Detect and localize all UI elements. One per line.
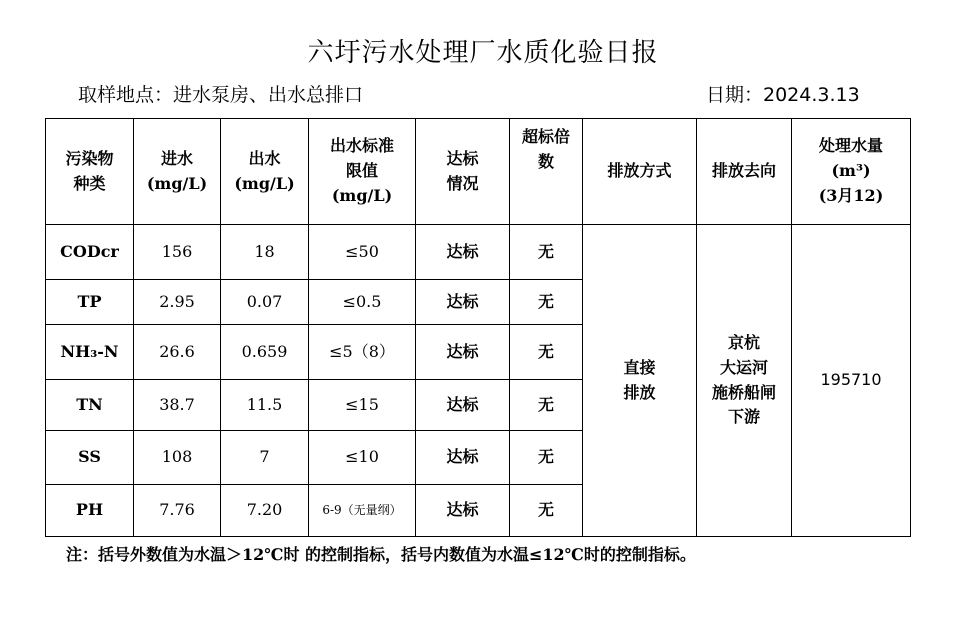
status-value: 达标	[416, 225, 510, 280]
over-ratio-value: 无	[510, 225, 583, 280]
limit-value: ≤15	[309, 380, 416, 431]
outflow-value: 11.5	[221, 380, 309, 431]
sampling-location: 取样地点：进水泵房、出水总排口	[78, 84, 364, 106]
report-date: 日期：2024.3.13	[706, 84, 860, 106]
status-value: 达标	[416, 431, 510, 485]
inflow-value: 108	[134, 431, 221, 485]
param-name: PH	[46, 485, 134, 537]
footnote: 注：括号外数值为水温＞12℃时 的控制指标，括号内数值为水温≤12℃时的控制指标。	[66, 545, 696, 564]
over-ratio-value: 无	[510, 325, 583, 380]
header-over-ratio: 超标倍 数	[510, 119, 583, 225]
param-name: TN	[46, 380, 134, 431]
limit-value: ≤0.5	[309, 280, 416, 325]
outflow-value: 7	[221, 431, 309, 485]
param-name: CODcr	[46, 225, 134, 280]
outflow-value: 18	[221, 225, 309, 280]
over-ratio-value: 无	[510, 431, 583, 485]
inflow-value: 156	[134, 225, 221, 280]
header-inflow: 进水 (mg/L)	[134, 119, 221, 225]
limit-value: 6-9（无量纲）	[309, 485, 416, 537]
param-name: NH₃-N	[46, 325, 134, 380]
limit-value: ≤50	[309, 225, 416, 280]
header-discharge-dest: 排放去向	[697, 119, 792, 225]
outflow-value: 0.659	[221, 325, 309, 380]
limit-value: ≤5（8）	[309, 325, 416, 380]
outflow-value: 7.20	[221, 485, 309, 537]
header-volume: 处理水量 (m³) (3月12)	[792, 119, 911, 225]
table-row	[46, 225, 911, 280]
header-status: 达标 情况	[416, 119, 510, 225]
over-ratio-value: 无	[510, 280, 583, 325]
header-row	[46, 119, 911, 225]
inflow-value: 2.95	[134, 280, 221, 325]
status-value: 达标	[416, 280, 510, 325]
param-name: TP	[46, 280, 134, 325]
status-value: 达标	[416, 380, 510, 431]
report-title: 六圩污水处理厂水质化验日报	[307, 38, 659, 68]
inflow-value: 26.6	[134, 325, 221, 380]
param-name: SS	[46, 431, 134, 485]
inflow-value: 38.7	[134, 380, 221, 431]
limit-value: ≤10	[309, 431, 416, 485]
header-outflow: 出水 (mg/L)	[221, 119, 309, 225]
inflow-value: 7.76	[134, 485, 221, 537]
header-pollutant: 污染物 种类	[46, 119, 134, 225]
status-value: 达标	[416, 485, 510, 537]
discharge-method: 直接 排放	[583, 225, 697, 537]
status-value: 达标	[416, 325, 510, 380]
over-ratio-value: 无	[510, 380, 583, 431]
header-limit: 出水标准 限值 (mg/L)	[309, 119, 416, 225]
discharge-destination: 京杭 大运河 施桥船闸 下游	[697, 225, 792, 537]
header-discharge-method: 排放方式	[583, 119, 697, 225]
water-quality-table	[45, 118, 911, 537]
over-ratio-value: 无	[510, 485, 583, 537]
treated-volume: 195710	[792, 225, 911, 537]
outflow-value: 0.07	[221, 280, 309, 325]
